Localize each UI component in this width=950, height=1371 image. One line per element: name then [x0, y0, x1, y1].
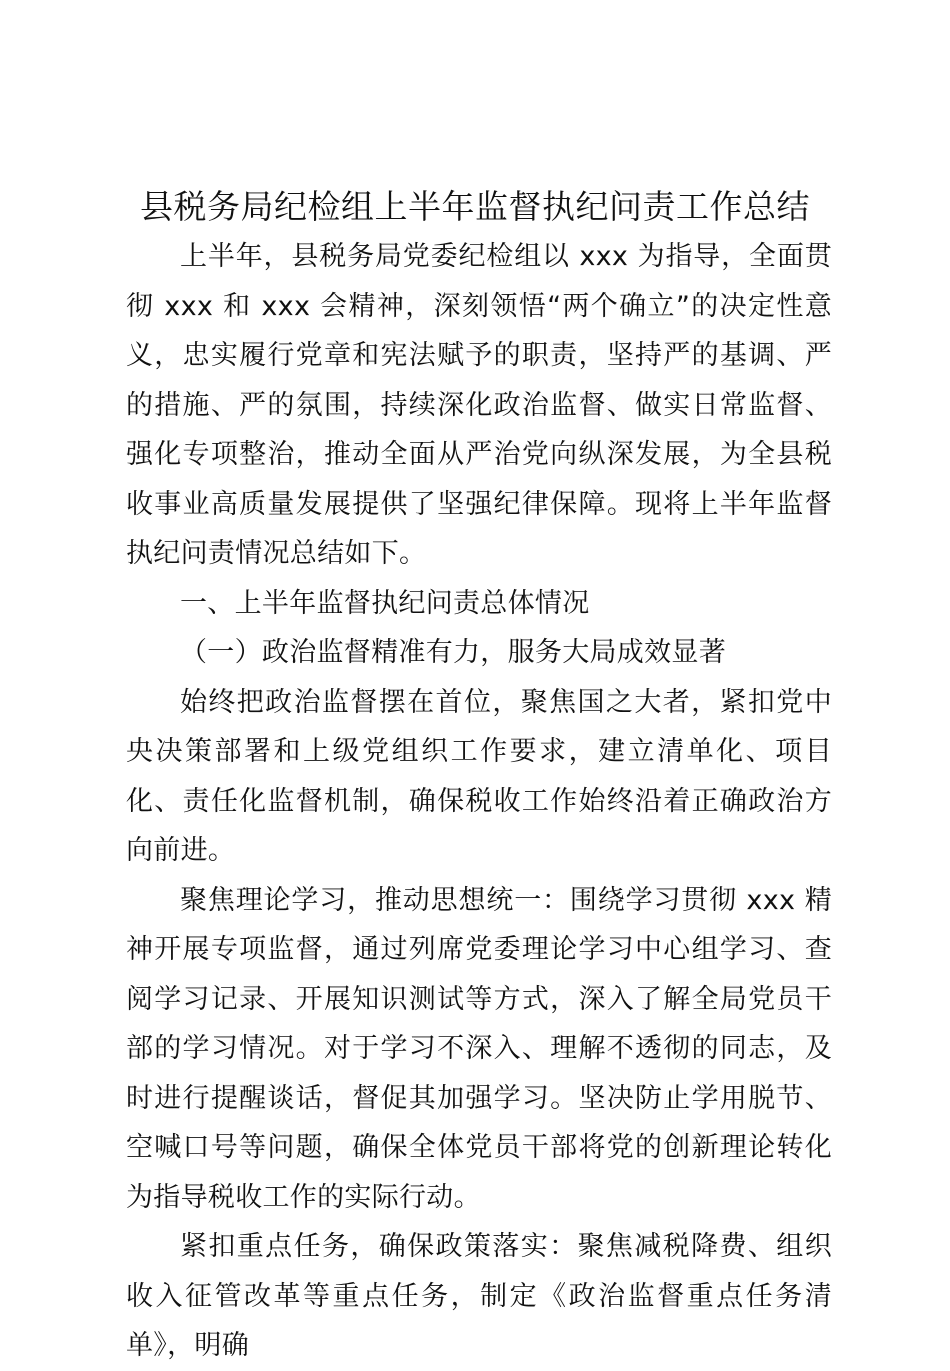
body-paragraph: 始终把政治监督摆在首位，聚焦国之大者，紧扣党中央决策部署和上级党组织工作要求，建立清单化、项目化、责任化监督机制，确保税收工作始终沿着正确政治方向前进。: [126, 686, 832, 866]
body-paragraph: 紧扣重点任务，确保政策落实：聚焦减税降费、组织收入征管改革等重点任务，制定《政治监督重点任务清单》，明确: [126, 1231, 832, 1361]
document-body: [126, 232, 832, 1371]
subsection-heading-1: （一）政治监督精准有力，服务大局成效显著: [180, 637, 726, 668]
document-title: 县税务局纪检组上半年监督执纪问责工作总结: [140, 187, 810, 226]
body-paragraph: 聚焦理论学习，推动思想统一：围绕学习贯彻 xxx 精神开展专项监督，通过列席党委理论学习中心组学习、查阅学习记录、开展知识测试等方式，深入了解全局党员干部的学习情况。对于学习不深入、理解不透彻的同志，及时进行提醒谈话，督促其加强学习。坚决防止学用脱节、空喊口号等问题，确保全体党员干部将党的创新理论转化为指导税收工作的实际行动。: [126, 884, 832, 1213]
intro-paragraph: 上半年，县税务局党委纪检组以 xxx 为指导，全面贯彻 xxx 和 xxx 会精神，深刻领悟“两个确立”的决定性意义，忠实履行党章和宪法赋予的职责，坚持严的基调、严的措施、严的氛围，持续深化政治监督、做实日常监督、强化专项整治，推动全面从严治党向纵深发展，为全县税收事业高质量发展提供了坚强纪律保障。现将上半年监督执纪问责情况总结如下。: [126, 241, 832, 569]
section-heading-1: 一、上半年监督执纪问责总体情况: [180, 587, 590, 619]
